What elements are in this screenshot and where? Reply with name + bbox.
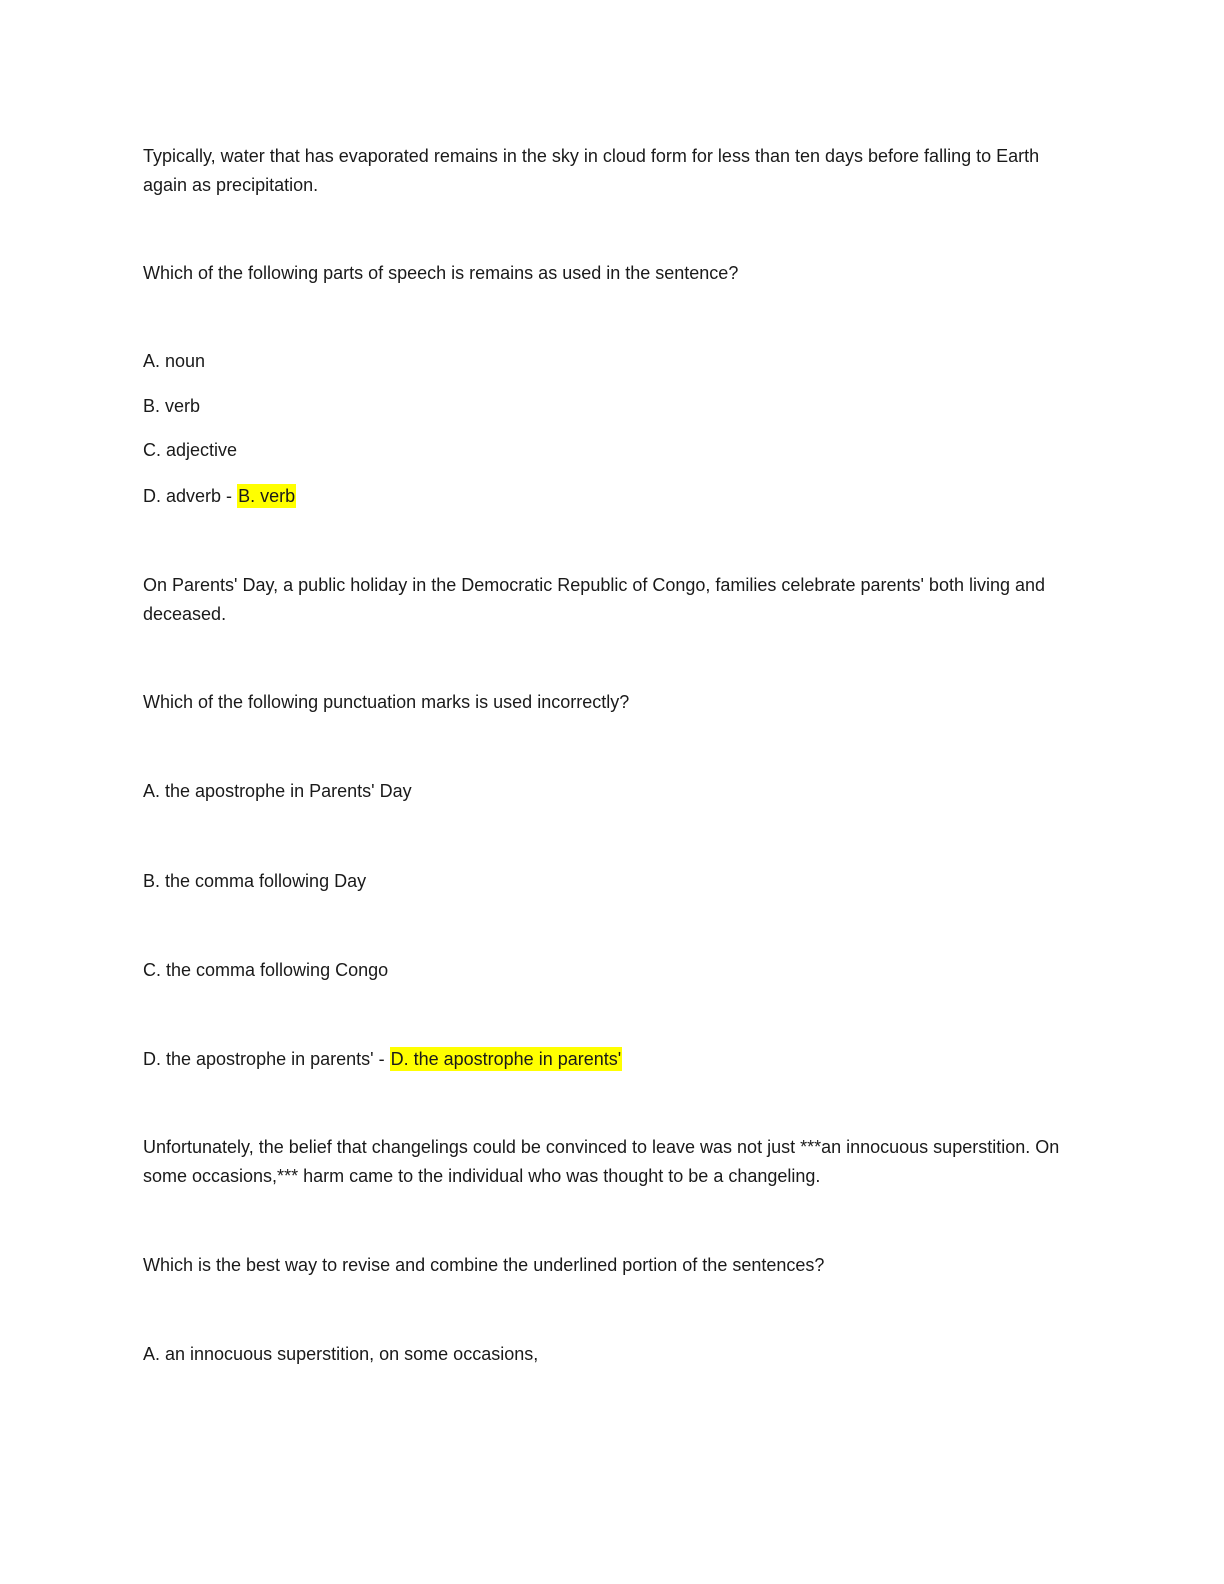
q2-option-d: D. the apostrophe in parents' - [143,1049,385,1069]
q1-option-d-line [143,482,1083,511]
q1-option-b: B. verb [143,396,201,416]
q2-option-b: B. the comma following Day [143,871,367,891]
q3-passage: Unfortunately, the belief that changelings could be convinced to leave was not just ***an innocuous superstition. On some occasions,*** harm came to the individual who was thought to be a changeling. [143,1137,1060,1186]
q2-option-a: A. the apostrophe in Parents' Day [143,781,412,801]
q1-option-c: C. adjective [143,440,238,460]
q1-option-a: A. noun [143,351,206,371]
q1-question: Which of the following parts of speech is remains as used in the sentence? [143,263,739,283]
q1-option-d: D. adverb - [143,486,233,506]
q2-answer-highlight: D. the apostrophe in parents' [390,1049,622,1069]
q3-option-a: A. an innocuous superstition, on some occasions, [143,1344,539,1364]
q2-option-d-line [143,1045,1083,1074]
q1-answer-highlight: B. verb [238,486,296,506]
q3-question: Which is the best way to revise and combine the underlined portion of the sentences? [143,1255,825,1275]
q2-passage: On Parents' Day, a public holiday in the Democratic Republic of Congo, families celebrate parents' both living and deceased. [143,575,1046,624]
q2-option-c: C. the comma following Congo [143,960,389,980]
q1-passage: Typically, water that has evaporated remains in the sky in cloud form for less than ten days before falling to Earth again as precipitation. [143,146,1040,195]
q2-question: Which of the following punctuation marks is used incorrectly? [143,692,630,712]
